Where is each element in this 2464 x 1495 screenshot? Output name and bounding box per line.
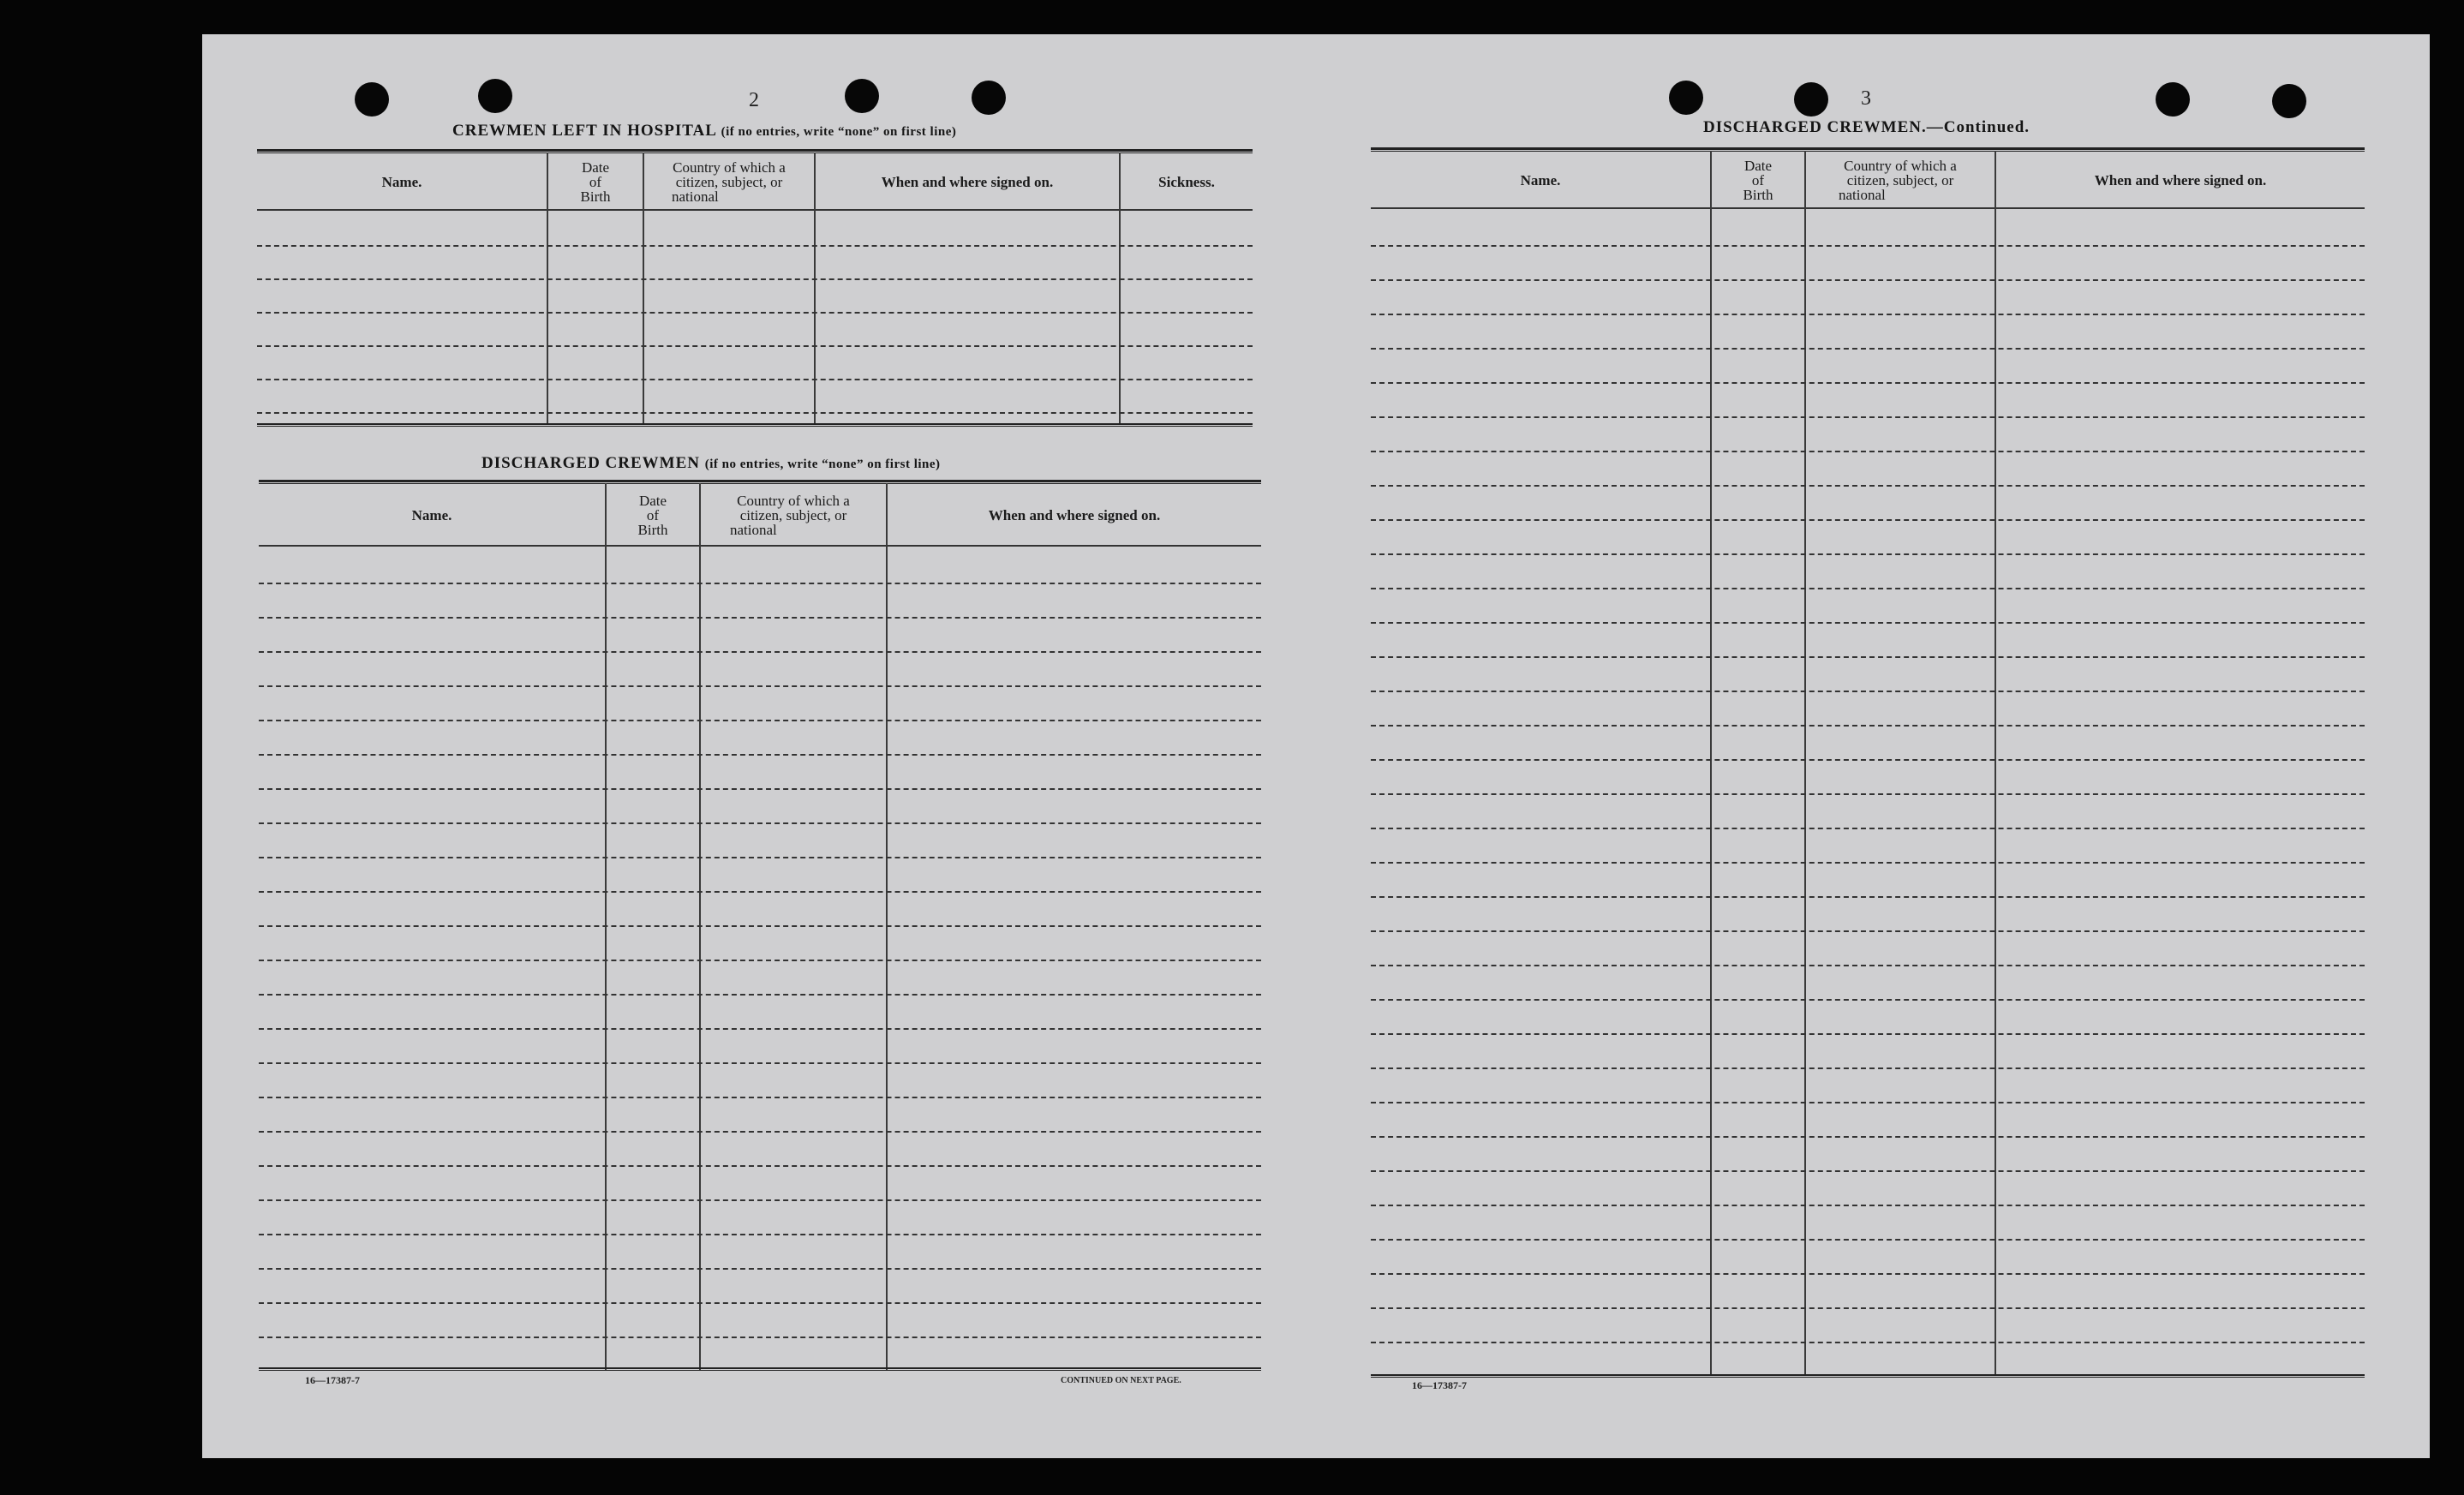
name-column-header: Name. <box>411 506 452 523</box>
signed-on-column-header: When and where signed on. <box>881 173 1054 190</box>
page-number-right: 3 <box>1861 87 1871 110</box>
punch-hole <box>355 82 389 117</box>
signed-on-column-header: When and where signed on. <box>2094 171 2267 188</box>
dob-column-header: Date of Birth <box>1743 157 1773 203</box>
continued-note: CONTINUED ON NEXT PAGE. <box>1061 1376 1181 1385</box>
name-column-header: Name. <box>381 173 422 190</box>
discharged-table <box>259 480 1261 1405</box>
country-column-header: Country of which a citizen, subject, or national <box>1839 157 1957 203</box>
country-column-header: Country of which a citizen, subject, or national <box>730 492 850 538</box>
signed-on-column-header: When and where signed on. <box>988 506 1161 523</box>
manifest-sheet <box>202 34 2430 1458</box>
sickness-column-header: Sickness. <box>1158 173 1215 190</box>
dob-column-header: Date of Birth <box>580 158 611 205</box>
discharged-section-title: DISCHARGED CREWMEN (if no entries, write “none” on first line) <box>481 454 941 472</box>
punch-hole <box>972 81 1006 115</box>
punch-hole <box>2272 84 2306 118</box>
punch-hole <box>2156 82 2190 117</box>
discharged-continued-table <box>1371 147 2365 1415</box>
hospital-section-title: CREWMEN LEFT IN HOSPITAL (if no entries, write “none” on first line) <box>452 122 957 140</box>
punch-hole <box>1794 82 1828 117</box>
punch-hole <box>1669 81 1703 115</box>
form-code-left: 16—17387-7 <box>305 1374 360 1386</box>
name-column-header: Name. <box>1520 171 1561 188</box>
hospital-table <box>257 149 1253 463</box>
country-column-header: Country of which a citizen, subject, or national <box>672 158 786 205</box>
punch-hole <box>478 79 512 113</box>
page-number-left: 2 <box>749 89 759 111</box>
discharged-continued-title: DISCHARGED CREWMEN.—Continued. <box>1703 118 2030 136</box>
dob-column-header: Date of Birth <box>637 492 668 538</box>
punch-hole <box>845 79 879 113</box>
form-code-right: 16—17387-7 <box>1412 1379 1467 1391</box>
